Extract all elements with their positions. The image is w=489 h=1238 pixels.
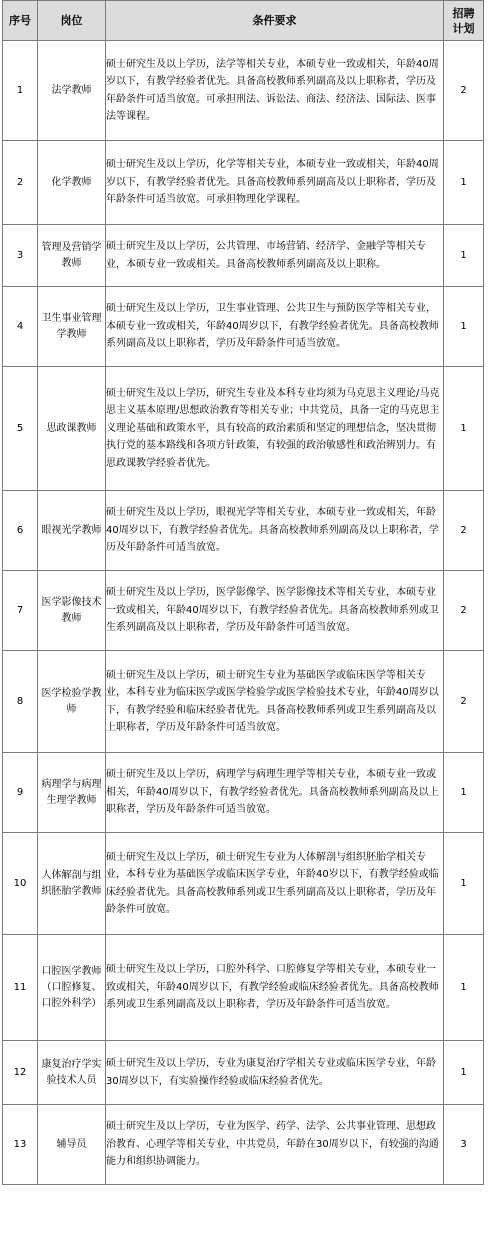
row-requirements: 硕士研究生及以上学历，公共管理、市场营销、经济学、金融学等相关专业，本硕专业一致或相关。具备高校教师系列副高及以上职称。 bbox=[106, 225, 444, 287]
row-seq: 2 bbox=[3, 141, 38, 225]
row-position: 思政课教师 bbox=[38, 367, 106, 491]
row-seq: 3 bbox=[3, 225, 38, 287]
row-requirements: 硕士研究生及以上学历，眼视光学等相关专业，本硕专业一致或相关，年龄40周岁以下，有教学经验者优先。具备高校教师系列副高及以上职称者，学历及年龄条件可适当放宽。 bbox=[106, 491, 444, 571]
table-header-row bbox=[3, 1, 484, 41]
row-requirements: 硕士研究生及以上学历，专业为康复治疗学相关专业或临床医学专业，年龄30周岁以下，有实验操作经验或临床经验者优先。 bbox=[106, 1041, 444, 1105]
row-seq: 5 bbox=[3, 367, 38, 491]
row-requirements: 硕士研究生及以上学历，硕士研究生专业为基础医学或临床医学等相关专业，本科专业为临床医学或医学检验学或医学检验技术专业，年龄40周岁以下，有教学经验和临床经验者优先。具备高校教师系列或卫生系列副高及以上职称者，学历及年龄条件可适当放宽。 bbox=[106, 651, 444, 753]
row-requirements: 硕士研究生及以上学历，硕士研究生专业为人体解剖与组织胚胎学相关专业，本科专业为基础医学或临床医学专业，年龄40岁以下，有教学经验或临床经验者优先。具备高校教师系列或卫生系列副高及以上职称者，学历及年龄条件可放宽。 bbox=[106, 833, 444, 935]
table-row bbox=[3, 651, 484, 753]
row-plan: 1 bbox=[444, 935, 484, 1041]
row-plan: 1 bbox=[444, 141, 484, 225]
table-row bbox=[3, 287, 484, 367]
row-seq: 12 bbox=[3, 1041, 38, 1105]
row-requirements: 硕士研究生及以上学历，口腔外科学、口腔修复学等相关专业，本硕专业一致或相关，年龄40周岁以下，有教学经验或临床经验者优先。具备高校教师系列或卫生系列副高及以上职称者，学历及年龄条件可适当放宽。 bbox=[106, 935, 444, 1041]
table-row bbox=[3, 367, 484, 491]
row-position: 医学影像技术教师 bbox=[38, 571, 106, 651]
row-plan: 2 bbox=[444, 491, 484, 571]
row-position: 人体解剖与组织胚胎学教师 bbox=[38, 833, 106, 935]
table-row bbox=[3, 753, 484, 833]
row-plan: 2 bbox=[444, 571, 484, 651]
table-row bbox=[3, 571, 484, 651]
row-requirements: 硕士研究生及以上学历，化学等相关专业，本硕专业一致或相关，年龄40周岁以下，有教学经验者优先。具备高校教师系列副高及以上职称者，学历及年龄条件可适当放宽。可承担物理化学课程。 bbox=[106, 141, 444, 225]
header-position: 岗位 bbox=[38, 1, 106, 41]
header-requirements: 条件要求 bbox=[106, 1, 444, 41]
row-seq: 8 bbox=[3, 651, 38, 753]
row-plan: 1 bbox=[444, 367, 484, 491]
table-row bbox=[3, 935, 484, 1041]
row-plan: 1 bbox=[444, 833, 484, 935]
table-row bbox=[3, 1105, 484, 1185]
row-requirements: 硕士研究生及以上学历，病理学与病理生理学等相关专业，本硕专业一致或相关，年龄40周岁以下，有教学经验者优先。具备高校教师系列副高及以上职称者，学历及年龄条件可适当放宽。 bbox=[106, 753, 444, 833]
row-position: 辅导员 bbox=[38, 1105, 106, 1185]
row-seq: 4 bbox=[3, 287, 38, 367]
row-seq: 7 bbox=[3, 571, 38, 651]
row-plan: 1 bbox=[444, 753, 484, 833]
row-position: 管理及营销学教师 bbox=[38, 225, 106, 287]
row-plan: 1 bbox=[444, 1041, 484, 1105]
recruitment-table bbox=[2, 0, 484, 1185]
row-requirements: 硕士研究生及以上学历，卫生事业管理、公共卫生与预防医学等相关专业，本硕专业一致或相关，年龄40周岁以下，有教学经验者优先。具备高校教师系列副高及以上职称者，学历及年龄条件可适当放宽。 bbox=[106, 287, 444, 367]
row-plan: 2 bbox=[444, 41, 484, 141]
row-seq: 13 bbox=[3, 1105, 38, 1185]
row-position: 卫生事业管理学教师 bbox=[38, 287, 106, 367]
header-plan: 招聘计划 bbox=[444, 1, 484, 41]
row-seq: 9 bbox=[3, 753, 38, 833]
row-position: 康复治疗学实验技术人员 bbox=[38, 1041, 106, 1105]
row-seq: 1 bbox=[3, 41, 38, 141]
row-position: 化学教师 bbox=[38, 141, 106, 225]
table-row bbox=[3, 225, 484, 287]
table-row bbox=[3, 141, 484, 225]
row-seq: 6 bbox=[3, 491, 38, 571]
row-plan: 3 bbox=[444, 1105, 484, 1185]
row-plan: 1 bbox=[444, 287, 484, 367]
header-seq: 序号 bbox=[3, 1, 38, 41]
table-row bbox=[3, 1041, 484, 1105]
table-row bbox=[3, 491, 484, 571]
row-position: 医学检验学教师 bbox=[38, 651, 106, 753]
row-position: 病理学与病理生理学教师 bbox=[38, 753, 106, 833]
row-seq: 11 bbox=[3, 935, 38, 1041]
row-plan: 2 bbox=[444, 651, 484, 753]
row-plan: 1 bbox=[444, 225, 484, 287]
row-requirements: 硕士研究生及以上学历，法学等相关专业，本硕专业一致或相关，年龄40周岁以下，有教学经验者优先。具备高校教师系列副高及以上职称者，学历及年龄条件可适当放宽。可承担刑法、诉讼法、商法、经济法、国际法、医事法等课程。 bbox=[106, 41, 444, 141]
table-row bbox=[3, 41, 484, 141]
row-seq: 10 bbox=[3, 833, 38, 935]
row-requirements: 硕士研究生及以上学历，医学影像学、医学影像技术等相关专业，本硕专业一致或相关，年龄40周岁以下，有教学经验者优先。具备高校教师系列或卫生系列副高及以上职称者，学历及年龄条件可适当放宽。 bbox=[106, 571, 444, 651]
row-position: 法学教师 bbox=[38, 41, 106, 141]
row-requirements: 硕士研究生及以上学历，专业为医学、药学、法学、公共事业管理、思想政治教育、心理学等相关专业，中共党员，年龄在30周岁以下，有较强的沟通能力和组织协调能力。 bbox=[106, 1105, 444, 1185]
row-position: 眼视光学教师 bbox=[38, 491, 106, 571]
row-requirements: 硕士研究生及以上学历，研究生专业及本科专业均须为马克思主义理论/马克思主义基本原理/思想政治教育等相关专业；中共党员，具备一定的马克思主义理论基础和政策水平，具有较高的政治素质和坚定的理想信念，坚决贯彻执行党的基本路线和各项方针政策，有较强的政治敏感性和政治辨别力。有思政课教学经验者优先。 bbox=[106, 367, 444, 491]
row-position: 口腔医学教师（口腔修复、口腔外科学） bbox=[38, 935, 106, 1041]
table-row bbox=[3, 833, 484, 935]
